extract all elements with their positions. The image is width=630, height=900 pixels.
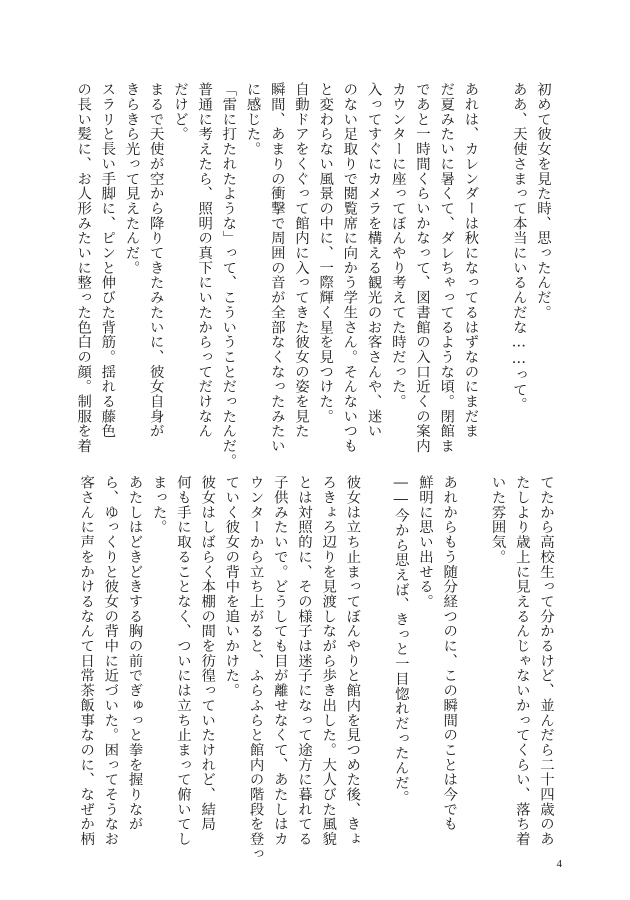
text-line: 何も手に取ることなく、ついには立ち止まって俯いてし [174, 475, 191, 847]
text-line: まるで天使が空から降りてきたみたいに、彼女自身が [147, 82, 164, 439]
page-number: 4 [556, 858, 562, 870]
text-line: 瞬間、あまりの衝撃で周囲の音が全部なくなったみたい [268, 82, 285, 454]
text-line: とは対照的に、その様子は迷子になって途方に暮れてる [295, 475, 312, 847]
text-block-bottom [74, 475, 558, 862]
text-line: あれは、カレンダーは秋になってるはずなのにまだま [462, 82, 479, 439]
text-line: ら、ゆっくりと彼女の背中に近づいた。困ってそうなお [102, 475, 119, 847]
text-line: あたしはどきどきする胸の前でぎゅっと拳を握りなが [126, 475, 143, 832]
text-line: に感じた。 [244, 82, 261, 157]
text-line: のない足取りで閲覧席に向かう学生さん。そんないつも [341, 82, 358, 454]
text-line: いた雰囲気。 [489, 475, 506, 565]
text-line: スラリと長い手脚に、ピンと伸びた背筋。揺れる藤色 [99, 82, 116, 439]
text-line: ウンターから立ち上がると、ふらふらと館内の階段を登っ [247, 475, 264, 862]
text-line: 自動ドアをくぐって館内に入ってきた彼女の姿を見た [292, 82, 309, 439]
text-block-top [71, 82, 555, 469]
text-line: ていく彼女の背中を追いかけた。 [223, 475, 240, 698]
text-line: ――今から思えば、きっと一目惚れだったんだ。 [392, 475, 409, 805]
text-line: 「雷に打たれたような」って、こういうことだったんだ。 [220, 82, 237, 469]
text-line: あれからもう随分経つのに、この瞬間のことは今でも [441, 475, 458, 832]
text-line: てたから高校生って分かるけど、並んだら二十四歳のあ [538, 475, 554, 847]
text-line: まった。 [150, 475, 167, 535]
text-line: の長い髪に、お人形みたいに整った色白の顔。制服を着 [75, 82, 92, 454]
text-line: 彼女は立ち止まってぼんやりと館内を見つめた後、きょ [344, 475, 361, 847]
text-line: だけど。 [171, 82, 188, 142]
text-line: ろきょろ辺りを見渡しながら歩き出した。大人びた風貌 [320, 475, 337, 847]
text-line: 普通に考えたら、照明の真下にいたからってだけなん [196, 82, 213, 439]
text-line [364, 475, 388, 813]
text-line: と変わらない風景の中に、一際輝く星を見つけた。 [317, 82, 334, 424]
text-line: ああ、天使さまって本当にいるんだな……って。 [510, 82, 527, 412]
text-line: だ夏みたいに暑くて、ダレちゃってるような頃。閉館ま [438, 82, 455, 454]
text-line [482, 82, 506, 420]
text-line: 鮮明に思い出せる。 [416, 475, 433, 609]
text-line: 子供みたいで。どうしても目が離せなくて、あたしはカ [271, 475, 288, 847]
text-line: 客さんに声をかけるなんて日常茶飯事なのに、なぜか柄 [78, 475, 95, 847]
text-line [461, 475, 485, 813]
text-line: 彼女はしばらく本棚の間を彷徨っていたけれど、結局 [199, 475, 216, 832]
text-line: きらきら光って見えたんだ。 [123, 82, 140, 276]
text-line: たしより歳上に見えるんじゃないかってくらい、落ち着 [513, 475, 530, 847]
text-line: であと一時間くらいかなって、図書館の入口近くの案内 [413, 82, 430, 454]
text-line: 入ってすぐにカメラを構える観光のお客さんや、迷い [365, 82, 382, 439]
text-line: 初めて彼女を見た時、思ったんだ。 [535, 82, 551, 320]
text-line: カウンターに座ってぼんやり考えてた時だった。 [389, 82, 406, 409]
